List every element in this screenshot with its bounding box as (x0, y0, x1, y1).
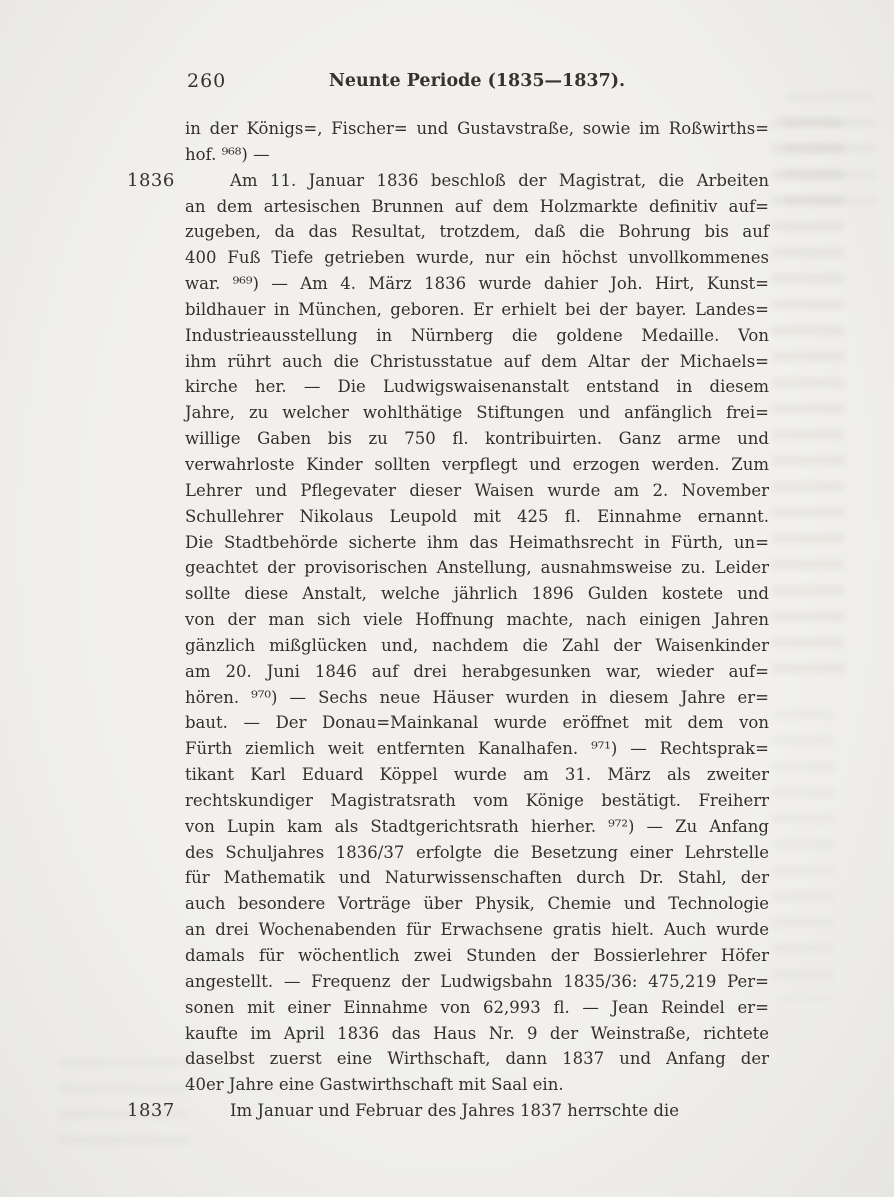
text-column (127, 116, 769, 1124)
text-line: Fürth ziemlich weit entfernten Kanalhafen. ⁹⁷¹) — Rechtsprak= (185, 739, 769, 759)
text-line: Die Stadtbehörde sicherte ihm das Heimathsrecht in Fürth, un= (185, 532, 769, 552)
text-line: kirche her. — Die Ludwigswaisenanstalt entstand in diesem (185, 377, 769, 397)
text-line: geachtet der provisorischen Anstellung, ausnahmsweise zu. Leider (185, 558, 769, 578)
margin-year: 1836 (127, 169, 175, 191)
paragraph (127, 1098, 769, 1124)
text-line: willige Gaben bis zu 750 fl. kontribuirten. Ganz arme und (185, 429, 769, 449)
text-line: Im Januar und Februar des Jahres 1837 herrschte die (230, 1101, 679, 1121)
paragraph (185, 116, 769, 168)
text-line: an drei Wochenabenden für Erwachsene gratis hielt. Auch wurde (185, 920, 769, 940)
text-line: verwahrloste Kinder sollten verpflegt und erzogen werden. Zum (185, 454, 769, 474)
text-line: auch besondere Vorträge über Physik, Chemie und Technologie (185, 894, 769, 914)
text-line: zugeben, da das Resultat, trotzdem, daß die Bohrung bis auf (185, 222, 769, 242)
margin-year: 1837 (127, 1100, 175, 1122)
text-line: hören. ⁹⁷⁰) — Sechs neue Häuser wurden in diesem Jahre er= (185, 687, 769, 707)
running-title: Neunte Periode (1835—1837). (328, 71, 626, 91)
text-line: gänzlich mißglücken und, nachdem die Zahl der Waisenkinder (185, 635, 769, 655)
text-line: von der man sich viele Hoffnung machte, nach einigen Jahren (185, 610, 769, 630)
bleedthrough-artifact (784, 92, 876, 212)
text-line: rechtskundiger Magistratsrath vom Könige bestätigt. Freiherr (185, 790, 769, 810)
text-line: sollte diese Anstalt, welche jährlich 1896 Gulden kostete und (185, 584, 769, 604)
text-line: in der Königs=, Fischer= und Gustavstraße, sowie im Roßwirths= (185, 119, 769, 138)
text-line: war. ⁹⁶⁹) — Am 4. März 1836 wurde dahier Joh. Hirt, Kunst= (185, 274, 769, 294)
text-line: am 20. Juni 1846 auf drei herabgesunken war, wieder auf= (185, 661, 769, 681)
text-line: ihm rührt auch die Christusstatue auf dem Altar der Michaels= (185, 351, 769, 371)
text-line: von Lupin kam als Stadtgerichtsrath hierher. ⁹⁷²) — Zu Anfang (185, 816, 769, 836)
text-line: hof. ⁹⁶⁸) — (185, 144, 270, 164)
text-line: angestellt. — Frequenz der Ludwigsbahn 1835/36: 475,219 Per= (185, 971, 769, 991)
bleedthrough-artifact (58, 1058, 190, 1162)
text-line: tikant Karl Eduard Köppel wurde am 31. März als zweiter (185, 765, 769, 785)
text-line: Schullehrer Nikolaus Leupold mit 425 fl. Einnahme ernannt. (185, 506, 769, 526)
text-line: an dem artesischen Brunnen auf dem Holzmarkte definitiv auf= (185, 196, 769, 216)
text-line: Lehrer und Pflegevater dieser Waisen wurde am 2. November (185, 480, 769, 500)
text-line: damals für wöchentlich zwei Stunden der Bossierlehrer Höfer (185, 946, 769, 965)
paragraph (127, 168, 769, 1098)
text-line: Industrieausstellung in Nürnberg die goldene Medaille. Von (185, 325, 769, 345)
text-line: bildhauer in München, geboren. Er erhielt bei der bayer. Landes= (185, 299, 769, 319)
text-line: sonen mit einer Einnahme von 62,993 fl. — Jean Reindel er= (185, 997, 769, 1017)
text-line: 400 Fuß Tiefe getrieben wurde, nur ein höchst unvollkommenes (185, 248, 769, 268)
page-header (185, 70, 769, 96)
page-number: 260 (187, 70, 227, 92)
text-line: für Mathematik und Naturwissenschaften durch Dr. Stahl, der (185, 868, 769, 888)
text-line: daselbst zuerst eine Wirthschaft, dann 1837 und Anfang der (185, 1049, 769, 1069)
text-line: kaufte im April 1836 das Haus Nr. 9 der Weinstraße, richtete (185, 1023, 769, 1043)
bleedthrough-artifact (772, 710, 834, 1000)
text-line: des Schuljahres 1836/37 erfolgte die Besetzung einer Lehrstelle (185, 842, 769, 862)
text-line: baut. — Der Donau=Mainkanal wurde eröffnet mit dem von (185, 713, 769, 733)
text-line: Am 11. Januar 1836 beschloß der Magistrat, die Arbeiten (230, 170, 769, 190)
text-line: Jahre, zu welcher wohlthätige Stiftungen und anfänglich frei= (185, 403, 769, 423)
text-line: 40er Jahre eine Gastwirthschaft mit Saal ein. (185, 1075, 564, 1095)
